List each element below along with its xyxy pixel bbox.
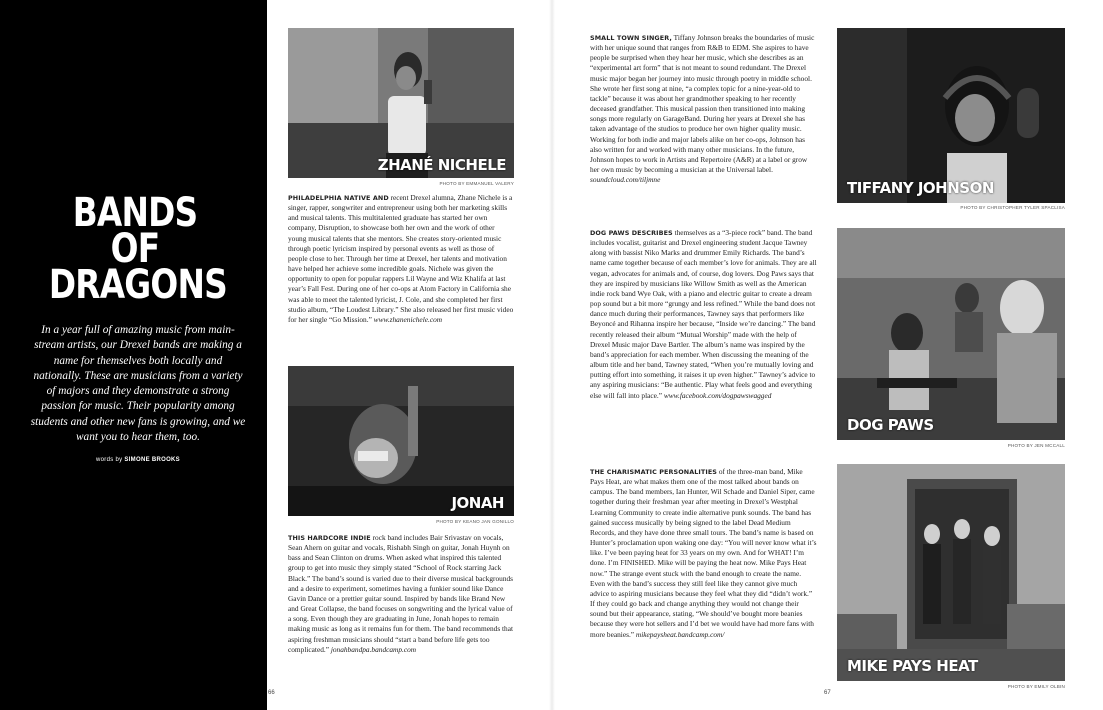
article-body: themselves as a “3-piece rock” band. The band includes vocalist, guitarist and Drexel engineering student Jacque Tawney along with bassist Niko Marks and drummer Emily Richards. The band’s name came together because of each member’s love for animals. They are all vegan, advocates for animals and, of course, dog lovers. Dog Paws says that they are inspired by musicians like Willow Smith as well as the American indie rock band Wye Oak, with a piano and electric guitar to create a dream pop sound but a bit more “grungy and less refined.” While the band does not dance much during their performances, Tawney says that performers like Beyoncé and Rihanna inspire her because, “Inside we’re dancing.” The band recently released their album “Mutual Worship” made with the help of Drexel Music major Dave Bartler. The album’s name was inspired by the band’s appreciation for each member. When discussing the meaning of the album title and her band, Tawney stated, “When you’re mutually loving and putting effort into something, it raises it up even higher.” Tawney’s advice to any aspiring musicians: “Be authentic. Play what feels good and everything else will fall into place.” [590, 228, 817, 400]
article-lead: PHILADELPHIA NATIVE AND [288, 194, 389, 202]
article-jonah [288, 533, 514, 655]
website-link[interactable]: www.facebook.com/dogpawswagged [663, 390, 772, 400]
website-link[interactable]: mikepaysheat.bandcamp.com/ [635, 629, 725, 639]
title-line: DRAGONS [48, 262, 227, 308]
photo-tiffany-image [837, 28, 1065, 203]
intro-paragraph: In a year full of amazing music from main-stream artists, our Drexel bands are making a name for themselves both locally and nationally. These are musicians from a variety of majors and they demonstrate a strong passion for music. Their popularity among students and other new fans is growing, and we want you to hear them, too. [30, 324, 246, 444]
photo-mike-pays-heat [837, 464, 1065, 681]
article-lead: SMALL TOWN SINGER, [590, 34, 672, 42]
photo-label: MIKE PAYS HEAT [847, 657, 978, 675]
article-body: recent Drexel alumna, Zhane Nichele is a singer, rapper, songwriter and entrepreneur using both her marketing skills and musical talents. This multitalented graduate has started her own company, Disruption, to showcase both her own and the work of other young musical talents that she mentors. She creates story-oriented music through poetic lyricism inspired by personal events as well as those of people close to her. Through her time at Drexel, her talents and motivation have helped her achieve some incredible goals. Nichele was given the opportunity to open for popular rappers Lil Wayne and Wiz Khalifa at last year’s Fall Fest. During one of her co-ops at Atom Factory in California she was able to meet the talented lyricist, J. Cole, and she completed her first studio album, “The Loudest Library.” She also released her first music video for her single “Go Mission.” [288, 193, 514, 324]
photo-credit: PHOTO BY CHRISTOPHER TYLER SPACLISA [960, 205, 1065, 210]
title-panel [0, 0, 267, 710]
article-dog-paws [590, 228, 817, 401]
photo-jonah [288, 366, 514, 516]
page-gutter [549, 0, 555, 710]
article-zhane-nichele [288, 193, 514, 325]
photo-dog-paws [837, 228, 1065, 440]
article-tiffany-johnson [590, 33, 817, 185]
website-link[interactable]: soundcloud.com/tiljmne [590, 175, 661, 185]
article-lead: THE CHARISMATIC PERSONALITIES [590, 468, 717, 476]
photo-credit: PHOTO BY JEN MCCALL [1007, 443, 1065, 448]
website-link[interactable]: jonahbandpa.bandcamp.com [330, 644, 417, 654]
article-body: Tiffany Johnson breaks the boundaries of music with her unique sound that ranges from R&B to EDM. She aspires to have people be surprised when they hear her music, which she describes as an “experimental art form” that is not meant to sound redundant. The Drexel music major began her journey into music through poetry in middle school. She wrote her first song at nine, “a complex topic for a nine-year-old to tackle” because it was about her grandmother speaking to her recently deceased grandfather. This musical passion then transitioned into making songs more regularly on GarageBand. During her years at Drexel she has taken advantage of the studios to produce her own higher quality music. Working for both indie and major labels alike on her co-ops, Johnson has also written for and worked with many other musicians. In the future, Johnson hopes to work in Artists and Repertoire (A&R) at a label or grow her own music by becoming a musician at the Universal label. [590, 33, 815, 175]
photo-credit: PHOTO BY EMMANUEL VALERY [439, 181, 514, 186]
title-line: BANDS OF [72, 190, 198, 272]
photo-credit: PHOTO BY KEANO JAN GONILLO [436, 519, 514, 524]
photo-label: JONAH [451, 494, 504, 512]
article-body: rock band includes Bair Srivastav on vocals, Sean Ahern on guitar and vocals, Rishabh Singh on guitar, Jonah Huynh on bass and Sean Clinton on drums. When asked what inspired this talented group to get into music they simply stated “School of Rock starring Jack Black.” The band’s sound is varied due to their diverse musical backgrounds and a desire to experiment, sometimes having a funkier sound like Dance Gavin Dance or a prettier guitar sound. Inspired by bands like Brand New and Great Collapse, the band focuses on songwriting and the lyrical value of a song. Even though they are graduating in June, Jonah hopes to remain making music as long as it remains fun for them. The band recommends that aspiring freshman musicians should “start a band before life gets too complicated.” [288, 533, 514, 654]
photo-label: ZHANÉ NICHELE [377, 156, 506, 174]
byline-prefix: words by [96, 457, 123, 463]
article-body: of the three-man band, Mike Pays Heat, are what makes them one of the most talked about bands on campus. The band members, Ian Hunter, Wil Schade and Daniel Siper, came together during their freshman year after meeting in Drexel’s Westphal Learning Community to create indie alternative punk sounds. The band has gained success musically by being signed to the label Dead Medium Records, and they have done three small tours. The band’s name is based on Hunter’s proclamation upon waking one day: “You will never know what it’s like. I’ve been paying heat for 33 years on my own. And for WHAT! I’m done. I’m FINISHED. Mike will be paying the heat now. Mike Pays Heat now.” The strange event stuck with the band enough to create the name. Even with the band’s success they still feel like they cannot give much advice to aspiring musicians because they feel what they did “didn’t work.” If they could go back and change anything they would not change their sound but their appearance, stating, “We should’ve bought more beanies because they were hot sellers and I’d bet we would have had more fans with more beanies.” [590, 467, 817, 639]
article-lead: THIS HARDCORE INDIE [288, 534, 371, 542]
photo-label: TIFFANY JOHNSON [847, 179, 994, 197]
photo-mike-pays-heat-image [837, 464, 1065, 681]
article-mike-pays-heat [590, 467, 817, 640]
photo-label: DOG PAWS [847, 416, 934, 434]
page-title [48, 190, 227, 308]
page-number-left: 66 [268, 690, 275, 696]
page-number-right: 67 [824, 690, 831, 696]
website-link[interactable]: www.zhanenichele.com [373, 314, 443, 324]
article-lead: DOG PAWS DESCRIBES [590, 229, 673, 237]
byline [30, 457, 246, 463]
byline-author: SIMONE BROOKS [124, 457, 180, 463]
photo-tiffany-johnson [837, 28, 1065, 203]
photo-zhane-nichele [288, 28, 514, 178]
photo-dog-paws-image [837, 228, 1065, 440]
photo-credit: PHOTO BY EMILY OLBIN [1007, 684, 1065, 689]
